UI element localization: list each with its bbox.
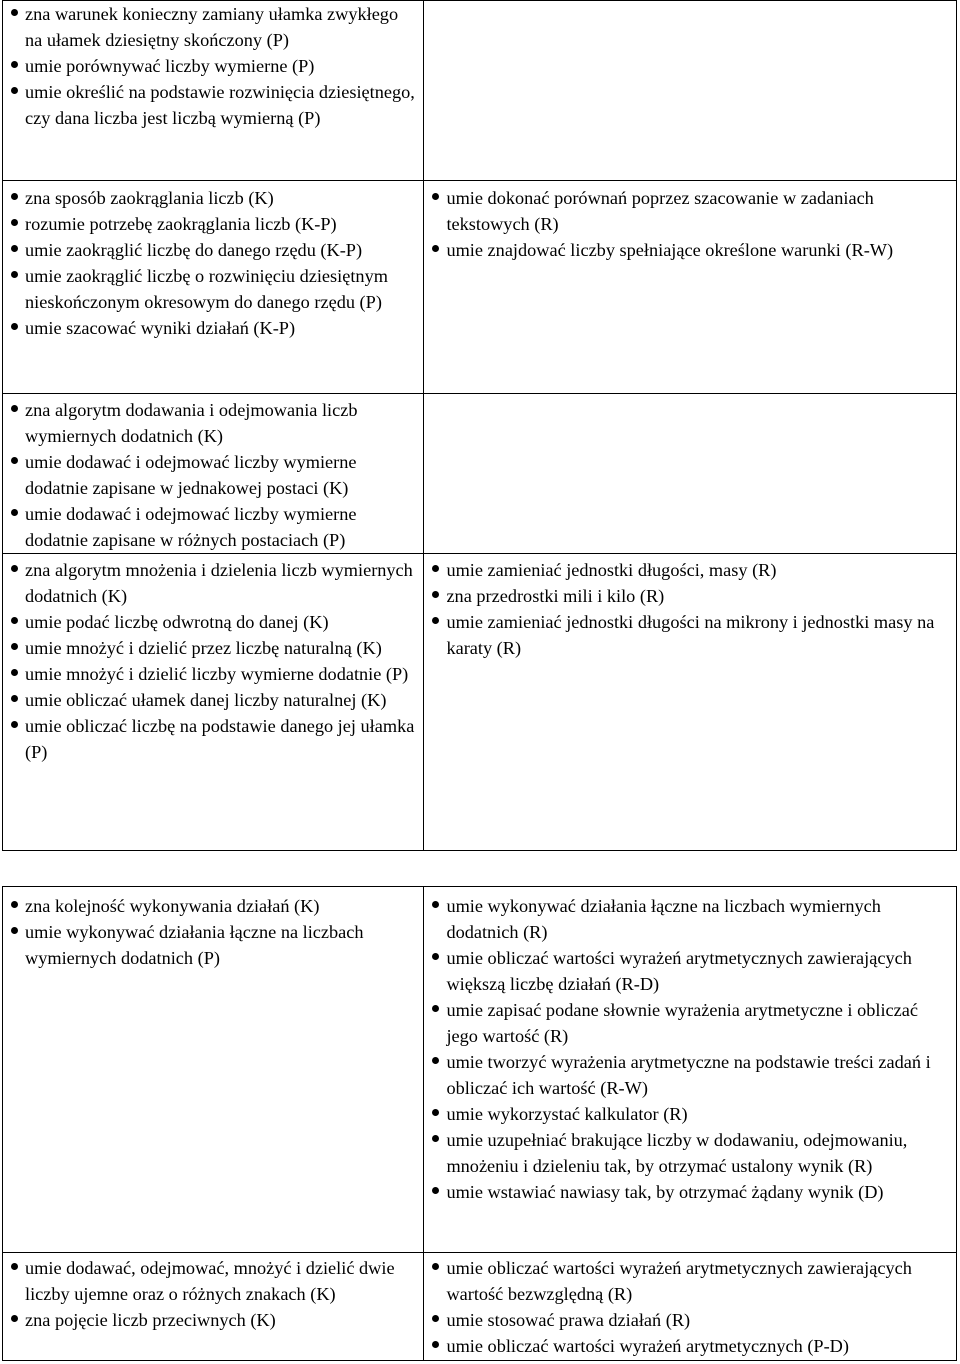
list-item: umie obliczać liczbę na podstawie danego jej ułamka (P) xyxy=(7,713,417,765)
requirements-list xyxy=(7,1255,417,1333)
table-cell-left xyxy=(3,1253,424,1361)
requirements-list xyxy=(428,893,950,1205)
list-item: umie mnożyć i dzielić liczby wymierne dodatnie (P) xyxy=(7,661,417,687)
list-item: umie tworzyć wyrażenia arytmetyczne na podstawie treści zadań i obliczać ich wartość (R-W) xyxy=(428,1049,950,1101)
table-cell-left xyxy=(3,887,424,1253)
list-item: umie wykorzystać kalkulator (R) xyxy=(428,1101,950,1127)
list-item: zna kolejność wykonywania działań (K) xyxy=(7,893,417,919)
requirements-list xyxy=(7,557,417,765)
table-row xyxy=(3,181,957,394)
table-cell-left xyxy=(3,394,424,554)
list-item: zna algorytm mnożenia i dzielenia liczb wymiernych dodatnich (K) xyxy=(7,557,417,609)
table-cell-right xyxy=(424,181,957,394)
list-item: zna algorytm dodawania i odejmowania liczb wymiernych dodatnich (K) xyxy=(7,397,417,449)
list-item: zna sposób zaokrąglania liczb (K) xyxy=(7,185,417,211)
list-item: umie zamieniać jednostki długości na mikrony i jednostki masy na karaty (R) xyxy=(428,609,950,661)
list-item: umie porównywać liczby wymierne (P) xyxy=(7,53,417,79)
list-item: umie zapisać podane słownie wyrażenia arytmetyczne i obliczać jego wartość (R) xyxy=(428,997,950,1049)
list-item: umie dodawać i odejmować liczby wymierne dodatnie zapisane w jednakowej postaci (K) xyxy=(7,449,417,501)
table-row xyxy=(3,1253,957,1361)
table-cell-right xyxy=(424,554,957,851)
list-item: zna warunek konieczny zamiany ułamka zwykłego na ułamek dziesiętny skończony (P) xyxy=(7,1,417,53)
table-row xyxy=(3,1,957,181)
list-item: umie znajdować liczby spełniające określone warunki (R-W) xyxy=(428,237,950,263)
requirements-list xyxy=(7,893,417,971)
list-item: rozumie potrzebę zaokrąglania liczb (K-P) xyxy=(7,211,417,237)
table-cell-left xyxy=(3,1,424,181)
list-item: umie wykonywać działania łączne na liczbach wymiernych dodatnich (P) xyxy=(7,919,417,971)
requirements-list xyxy=(7,397,417,553)
requirements-table-top xyxy=(2,0,957,851)
list-item: umie obliczać ułamek danej liczby naturalnej (K) xyxy=(7,687,417,713)
table-cell-right xyxy=(424,887,957,1253)
list-item: umie uzupełniać brakujące liczby w dodawaniu, odejmowaniu, mnożeniu i dzieleniu tak, by otrzymać ustalony wynik (R) xyxy=(428,1127,950,1179)
table-cell-right xyxy=(424,1253,957,1361)
table-cell-right xyxy=(424,394,957,554)
table-cell-right xyxy=(424,1,957,181)
list-item: umie zamieniać jednostki długości, masy (R) xyxy=(428,557,950,583)
list-item: umie obliczać wartości wyrażeń arytmetycznych zawierających wartość bezwzględną (R) xyxy=(428,1255,950,1307)
table-row xyxy=(3,554,957,851)
list-item: umie dokonać porównań poprzez szacowanie w zadaniach tekstowych (R) xyxy=(428,185,950,237)
list-item: umie podać liczbę odwrotną do danej (K) xyxy=(7,609,417,635)
requirements-list xyxy=(428,557,950,661)
list-item: umie dodawać i odejmować liczby wymierne dodatnie zapisane w różnych postaciach (P) xyxy=(7,501,417,553)
list-item: umie wykonywać działania łączne na liczbach wymiernych dodatnich (R) xyxy=(428,893,950,945)
list-item: zna przedrostki mili i kilo (R) xyxy=(428,583,950,609)
list-item: umie obliczać wartości wyrażeń arytmetycznych zawierających większą liczbę działań (R-D) xyxy=(428,945,950,997)
list-item: zna pojęcie liczb przeciwnych (K) xyxy=(7,1307,417,1333)
list-item: umie wstawiać nawiasy tak, by otrzymać żądany wynik (D) xyxy=(428,1179,950,1205)
list-item: umie zaokrąglić liczbę do danego rzędu (K-P) xyxy=(7,237,417,263)
list-item: umie obliczać wartości wyrażeń arytmetycznych (P-D) xyxy=(428,1333,950,1359)
requirements-list xyxy=(7,1,417,131)
list-item: umie szacować wyniki działań (K-P) xyxy=(7,315,417,341)
table-row xyxy=(3,887,957,1253)
requirements-table-bottom xyxy=(2,886,957,1361)
table-row xyxy=(3,394,957,554)
list-item: umie zaokrąglić liczbę o rozwinięciu dziesiętnym nieskończonym okresowym do danego rzędu (P) xyxy=(7,263,417,315)
requirements-list xyxy=(428,1255,950,1359)
list-item: umie mnożyć i dzielić przez liczbę naturalną (K) xyxy=(7,635,417,661)
table-cell-left xyxy=(3,554,424,851)
list-item: umie stosować prawa działań (R) xyxy=(428,1307,950,1333)
requirements-list xyxy=(428,185,950,263)
list-item: umie dodawać, odejmować, mnożyć i dzielić dwie liczby ujemne oraz o różnych znakach (K) xyxy=(7,1255,417,1307)
table-cell-left xyxy=(3,181,424,394)
requirements-list xyxy=(7,185,417,341)
list-item: umie określić na podstawie rozwinięcia dziesiętnego, czy dana liczba jest liczbą wymierną (P) xyxy=(7,79,417,131)
